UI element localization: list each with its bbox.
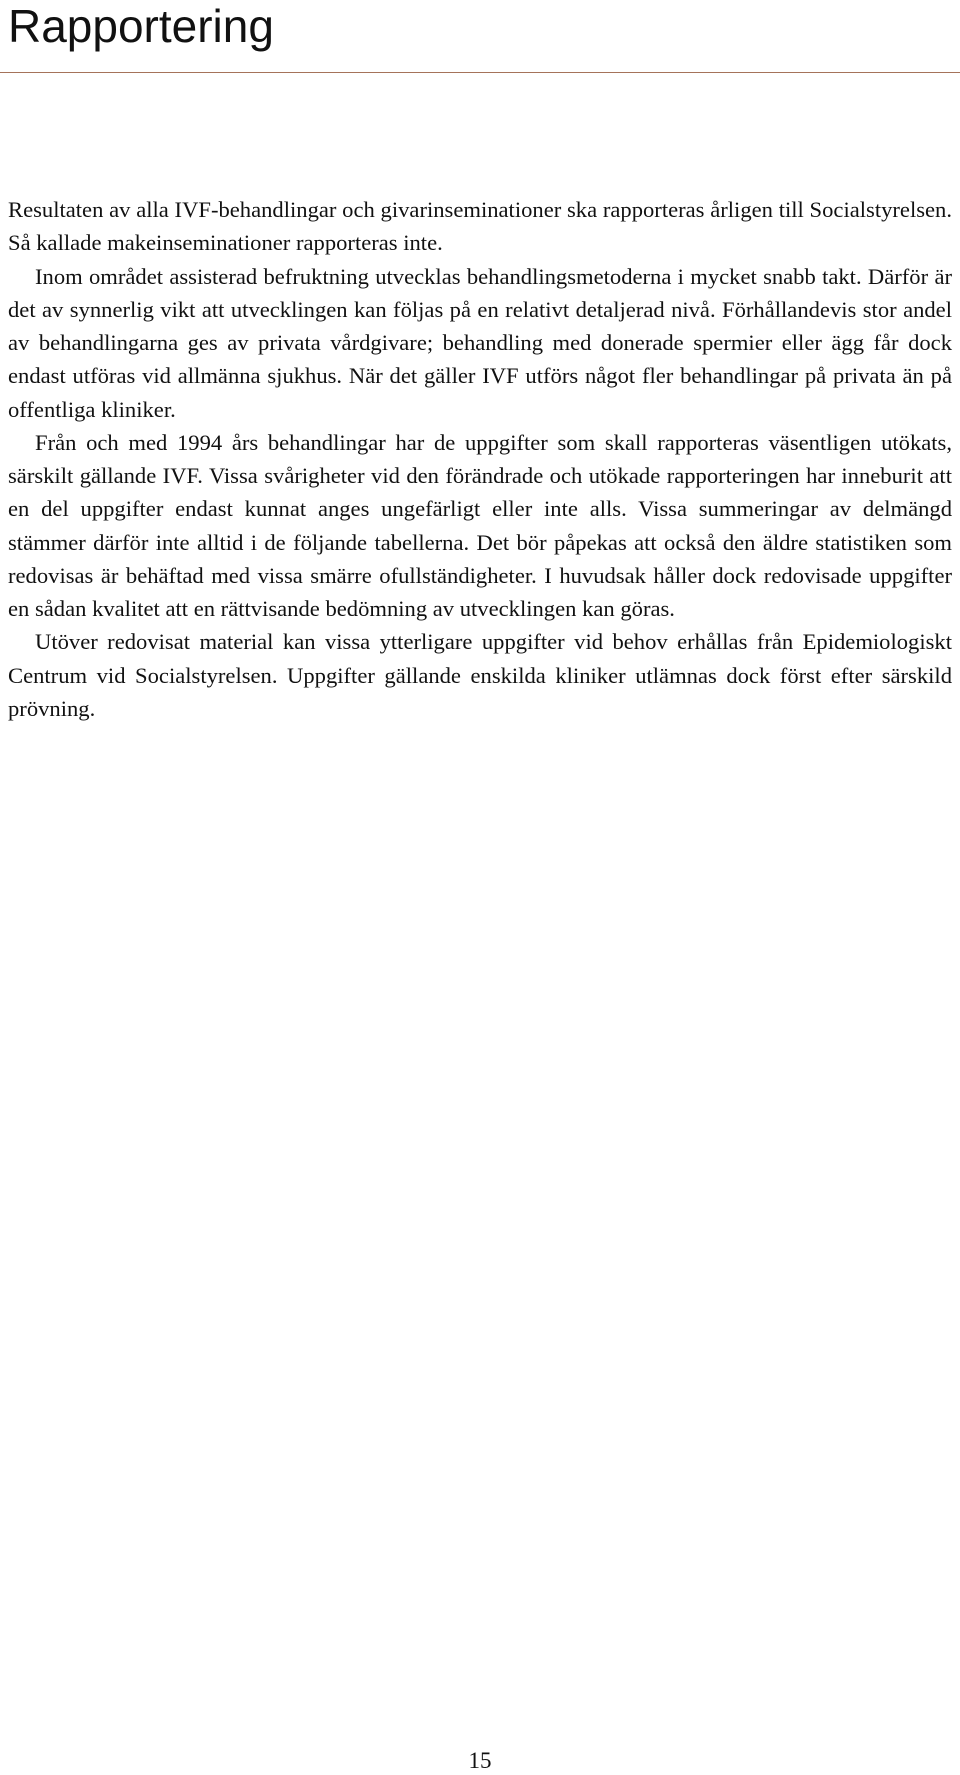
title-divider [0, 72, 960, 73]
paragraph-2: Inom området assisterad befruktning utvecklas behandlingsmetoderna i mycket snabb takt. Därför är det av synnerlig vikt att utvecklingen kan följas på en relativt detaljerad nivå. Förhållandevis stor andel av behandlingarna ges av privata vårdgivare; behandling med donerade spermier eller ägg får dock endast utföras vid allmänna sjukhus. När det gäller IVF utförs något fler behandlingar på privata än på offentliga kliniker. [8, 263, 952, 422]
paragraph-3: Från och med 1994 års behandlingar har de uppgifter som skall rapporteras väsentligen utökats, särskilt gällande IVF. Vissa svårigheter vid den förändrade och utökade rapporteringen har inneburit att en del uppgifter endast kunnat anges ungefärligt eller inte alls. Vissa summeringar av delmängd stämmer därför inte alltid i de följande tabellerna. Det bör påpekas att också den äldre statistiken som redovisas är behäftad med vissa smärre ofullständigheter. I huvudsak håller dock redovisade uppgifter en sådan kvalitet att en rättvisande bedömning av utvecklingen kan göras. [8, 429, 952, 621]
body-text [8, 193, 952, 725]
page-title: Rapportering [8, 0, 274, 52]
page-number: 15 [468, 1748, 492, 1773]
paragraph-4: Utöver redovisat material kan vissa ytterligare uppgifter vid behov erhållas från Epidemiologiskt Centrum vid Socialstyrelsen. Uppgifter gällande enskilda kliniker utlämnas dock först efter särskild prövning. [8, 629, 952, 721]
paragraph-1: Resultaten av alla IVF-behandlingar och givarinseminationer ska rapporteras årligen till Socialstyrelsen. Så kallade makeinseminationer rapporteras inte. [8, 197, 952, 256]
